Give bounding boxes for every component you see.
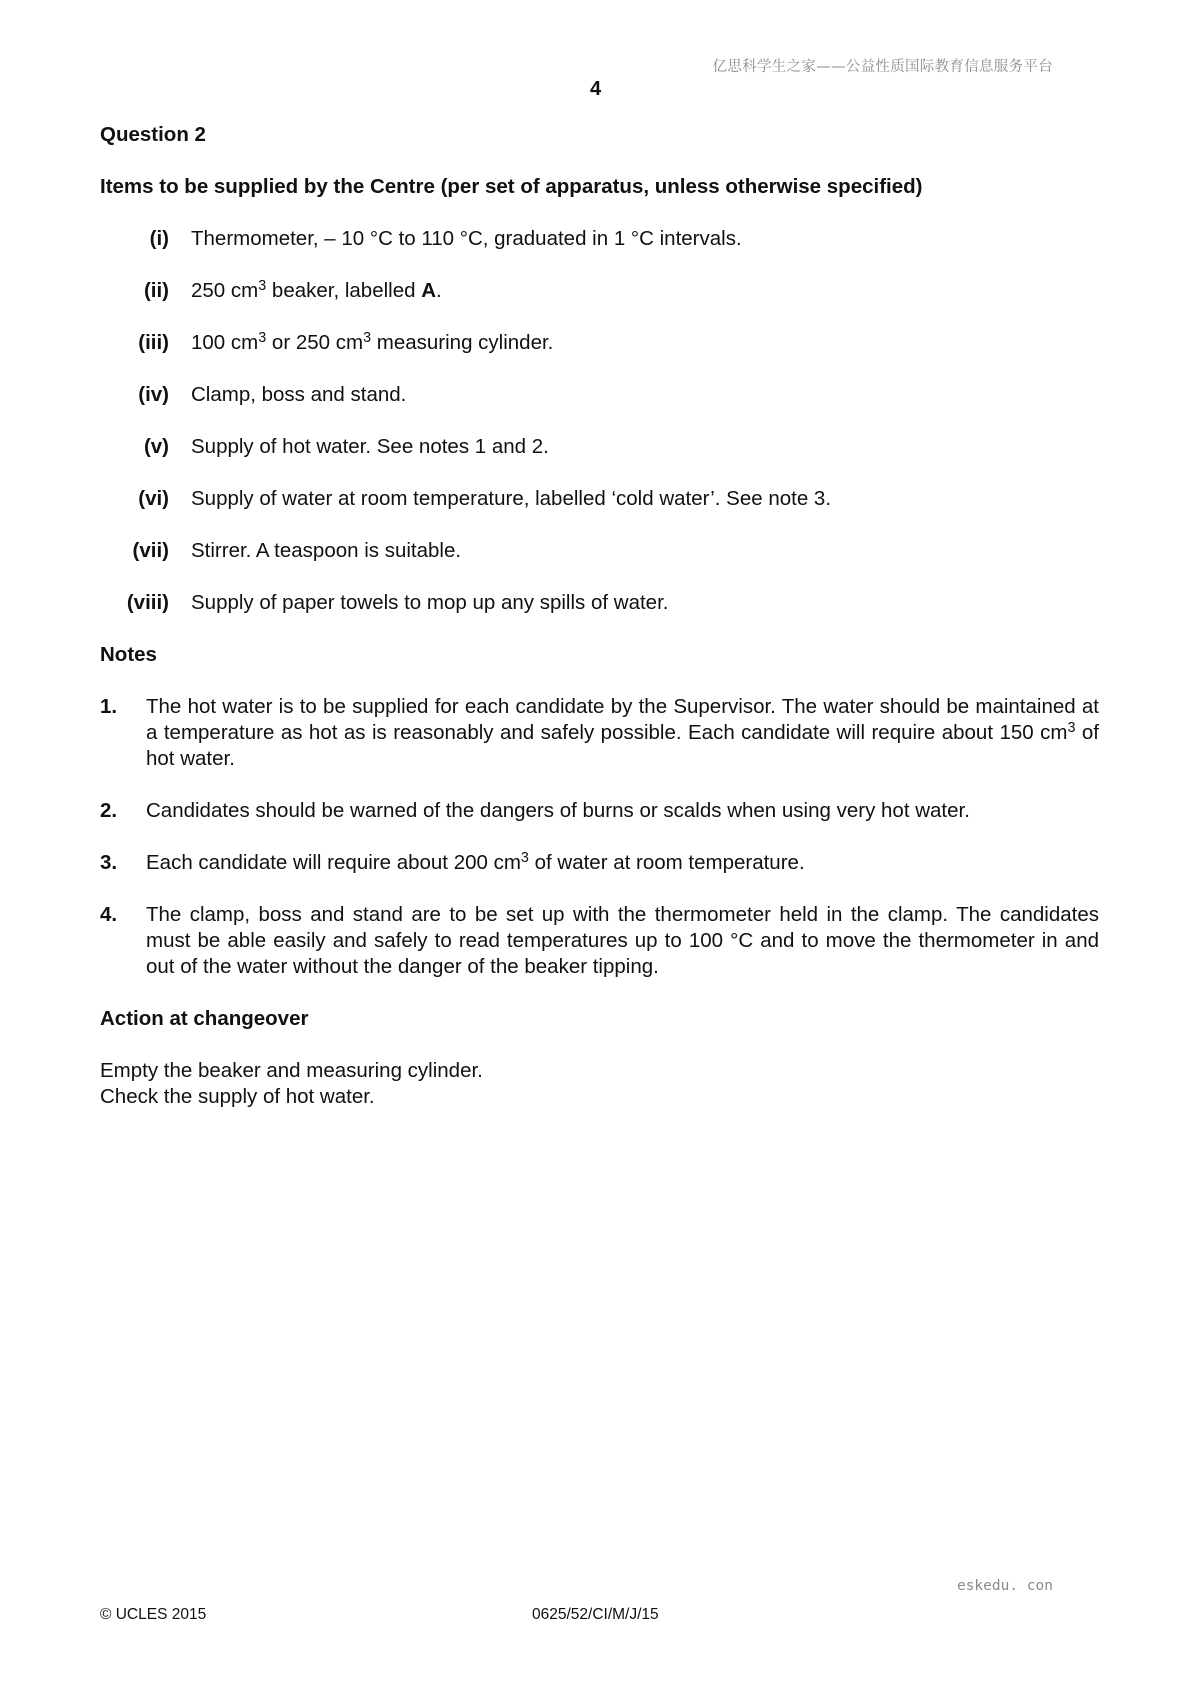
action-line: Check the supply of hot water. bbox=[100, 1085, 375, 1108]
note-item bbox=[100, 902, 1099, 980]
note-number: 4. bbox=[100, 903, 118, 926]
item-text: Stirrer. A teaspoon is suitable. bbox=[191, 539, 462, 562]
list-item bbox=[100, 278, 1099, 304]
item-text: Supply of water at room temperature, labelled ‘cold water’. See note 3. bbox=[191, 487, 832, 510]
list-item bbox=[100, 434, 1099, 460]
item-number: (iv) bbox=[138, 383, 169, 406]
item-text: 100 $cm^3$ or 250 $cm^3$ measuring cylinder. bbox=[191, 329, 554, 354]
item-number: (viii) bbox=[126, 591, 169, 614]
list-item bbox=[100, 590, 1099, 616]
item-text: Thermometer, – 10 °C to 110 °C, graduated in 1 °C intervals. bbox=[191, 227, 742, 250]
items-heading: Items to be supplied by the Centre (per set of apparatus, unless otherwise specified) bbox=[100, 175, 923, 198]
note-number: 1. bbox=[100, 695, 118, 718]
notes-list bbox=[100, 694, 1099, 980]
list-item bbox=[100, 486, 1099, 512]
items-list bbox=[100, 226, 1099, 616]
list-item bbox=[100, 330, 1099, 356]
item-number: (iii) bbox=[138, 331, 169, 354]
note-text: The hot water is to be supplied for each candidate by the Supervisor. The water should be maintained at a temperature as hot as is reasonably and safely possible. Each candidate will require about 150 $cm^3$ of hot water. bbox=[146, 695, 1100, 770]
action-heading: Action at changeover bbox=[100, 1007, 309, 1030]
item-number: (vii) bbox=[132, 539, 169, 562]
item-text: Clamp, boss and stand. bbox=[191, 383, 407, 406]
item-text: Supply of paper towels to mop up any spills of water. bbox=[191, 591, 669, 614]
question-title: Question 2 bbox=[100, 123, 206, 146]
item-number: (ii) bbox=[143, 279, 169, 302]
item-number: (vi) bbox=[138, 487, 169, 510]
action-line: Empty the beaker and measuring cylinder. bbox=[100, 1059, 483, 1082]
page-content bbox=[100, 122, 1099, 1110]
item-text: 250 $cm^3$ beaker, labelled A. bbox=[191, 277, 442, 302]
note-number: 3. bbox=[100, 851, 118, 874]
list-item bbox=[100, 382, 1099, 408]
note-number: 2. bbox=[100, 799, 118, 822]
note-item bbox=[100, 850, 1099, 876]
list-item bbox=[100, 226, 1099, 252]
page-number: 4 bbox=[589, 78, 602, 100]
note-item bbox=[100, 798, 1099, 824]
footer-paper-code: 0625/52/CI/M/J/15 bbox=[532, 1606, 659, 1623]
list-item bbox=[100, 538, 1099, 564]
item-number: (i) bbox=[149, 227, 169, 250]
watermark-bottom: eskedu. con bbox=[956, 1578, 1053, 1594]
note-text: Candidates should be warned of the dangers of burns or scalds when using very hot water. bbox=[146, 799, 970, 822]
note-text: The clamp, boss and stand are to be set up with the thermometer held in the clamp. The candidates must be able easily and safely to read temperatures up to 100 °C and to move the thermometer in and out of the water without the danger of the beaker tipping. bbox=[146, 903, 1099, 978]
watermark-top: 亿思科学生之家——公益性质国际教育信息服务平台 bbox=[712, 59, 1053, 75]
note-text: Each candidate will require about 200 $cm^3$ of water at room temperature. bbox=[146, 849, 805, 874]
note-item bbox=[100, 694, 1099, 772]
footer-copyright: © UCLES 2015 bbox=[100, 1606, 207, 1623]
item-number: (v) bbox=[143, 435, 169, 458]
notes-heading: Notes bbox=[100, 643, 157, 666]
item-text: Supply of hot water. See notes 1 and 2. bbox=[191, 435, 549, 458]
